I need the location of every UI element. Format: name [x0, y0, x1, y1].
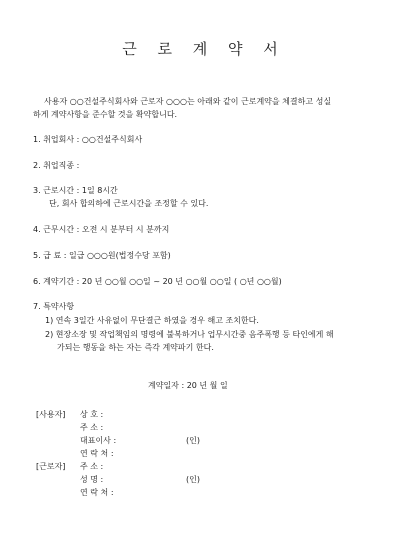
contract-date: 계약일자 : 20 년 월 일	[148, 381, 228, 390]
special-term-2-line-2: 가되는 행동을 하는 자는 즉각 계약파기 한다.	[57, 343, 214, 352]
item-contract-period: 6. 계약기간 : 20 년 ○○월 ○○일 ~ 20 년 ○○월 ○○일 ( ○년 ○○월)	[33, 277, 282, 286]
employee-address-label: 주 소 :	[80, 462, 104, 471]
employer-seal: (인)	[186, 436, 200, 445]
employee-tag: [근로자]	[36, 462, 66, 471]
employee-seal: (인)	[186, 475, 200, 484]
item-special-terms: 7. 특약사항	[33, 302, 75, 311]
employer-company-label: 상 호 :	[80, 410, 104, 419]
employee-contact-label: 연 락 처 :	[80, 488, 114, 497]
item-job-type: 2. 취업직종 :	[33, 161, 80, 170]
item-wage: 5. 급 료 : 일급 ○○○원(법정수당 포함)	[33, 251, 171, 260]
employer-ceo-label: 대표이사 :	[80, 436, 117, 445]
intro-line-1: 사용자 ○○건설주식회사와 근로자 ○○○는 아래와 같이 근로계약을 체결하고 성실	[44, 97, 332, 106]
item-company: 1. 취업회사 : ○○건설주식회사	[33, 135, 143, 144]
employer-address-label: 주 소 :	[80, 423, 104, 432]
item-working-hours-note: 단, 회사 합의하에 근로시간을 조정할 수 있다.	[49, 199, 209, 208]
employer-tag: [사용자]	[36, 410, 66, 419]
document-title: 근 로 계 약 서	[122, 40, 286, 58]
special-term-1: 1) 연속 3일간 사유없이 무단결근 하였을 경우 해고 조치한다.	[45, 316, 259, 325]
employee-name-label: 성 명 :	[80, 475, 104, 484]
employer-contact-label: 연 락 처 :	[80, 449, 114, 458]
special-term-2-line-1: 2) 현장소장 및 작업책임의 명령에 불복하거나 업무시간중 음주폭행 등 타인에게 해	[45, 330, 334, 339]
item-work-time: 4. 근무시간 : 오전 시 분부터 시 분까지	[33, 225, 170, 234]
intro-line-2: 하게 계약사항을 준수할 것을 확약합니다.	[33, 110, 178, 119]
item-working-hours: 3. 근로시간 : 1일 8시간	[33, 186, 118, 195]
